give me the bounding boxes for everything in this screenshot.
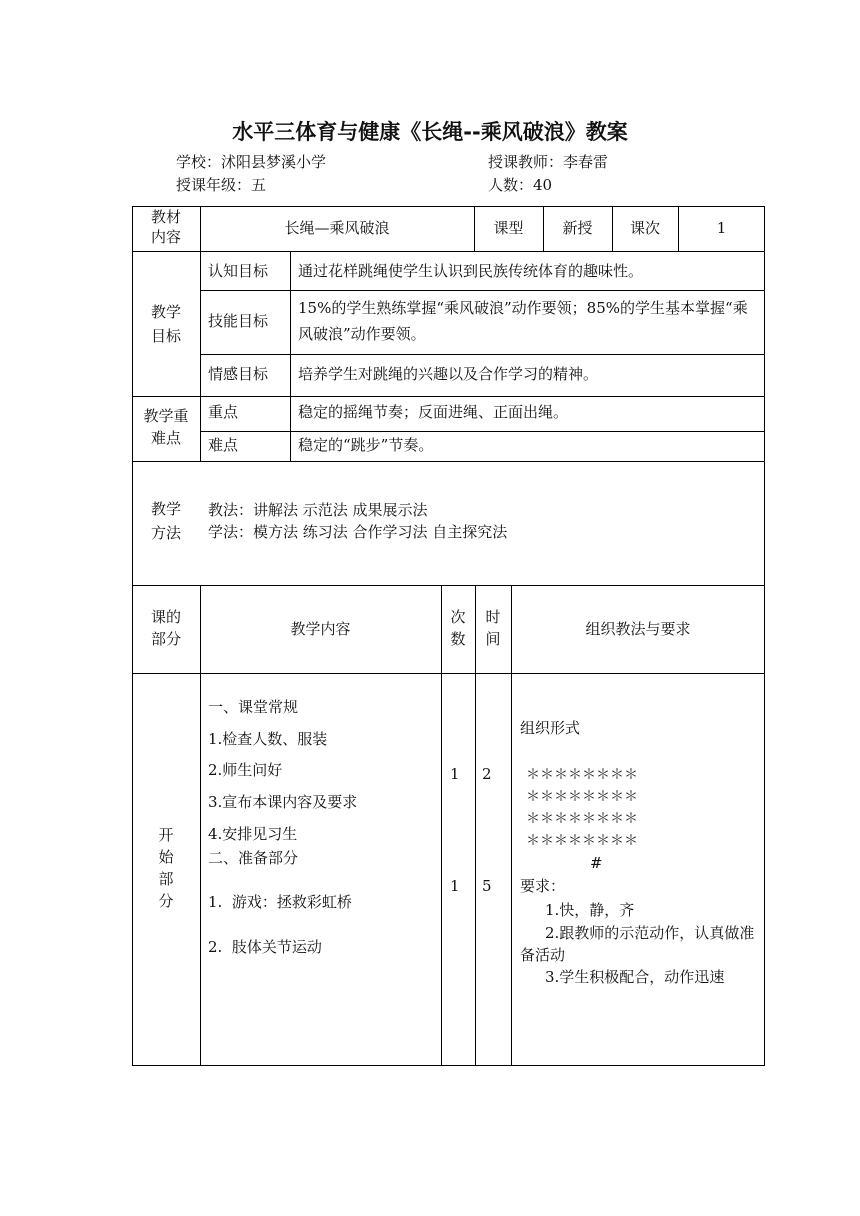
duration-value: 5: [482, 877, 492, 895]
row-divider: [200, 354, 765, 355]
col-divider: [441, 585, 442, 1066]
col-divider: [511, 585, 512, 1066]
material-content: 长绳—乘风破浪: [284, 219, 390, 237]
content-header: 教学内容: [290, 620, 351, 638]
goals-label: 教学 目标: [150, 303, 181, 345]
start-part-label: 开 始 部 分: [158, 826, 174, 910]
page-title: 水平三体育与健康《长绳--乘风破浪》教案: [232, 120, 628, 144]
content-line: 1.检查人数、服装: [208, 730, 328, 748]
goal-name: 认知目标: [208, 262, 269, 280]
content-line: 一、课堂常规: [208, 698, 299, 716]
requirement-item: 1.快，静，齐: [545, 901, 635, 919]
requirement-item: 3.学生积极配合，动作迅速: [545, 968, 725, 986]
content-line: 3.宣布本课内容及要求: [208, 793, 358, 811]
difficulty-name: 难点: [208, 436, 239, 454]
method-label: 教学 方法: [150, 500, 181, 542]
key-name: 重点: [208, 403, 239, 421]
content-line: 2.师生问好: [208, 761, 283, 779]
session-label: 课次: [629, 219, 660, 237]
duration-header: 时 间: [485, 608, 501, 648]
row-divider: [132, 585, 765, 586]
teacher-position-mark: #: [590, 854, 603, 872]
key-label: 教学重 难点: [143, 407, 189, 447]
times-header: 次 数: [450, 608, 466, 648]
count-field: 人数：40: [488, 176, 553, 194]
org-title: 组织形式: [520, 719, 581, 737]
times-value: 1: [450, 877, 460, 895]
goal-name: 情感目标: [208, 365, 269, 383]
teacher-field: 授课教师：李春雷: [488, 153, 609, 171]
part-header: 课的 部分: [150, 608, 181, 648]
col-divider: [475, 585, 476, 1066]
times-value: 1: [450, 765, 460, 783]
row-divider: [132, 461, 765, 462]
content-line: 2. 肢体关节运动: [208, 938, 322, 956]
goal-text: 培养学生对跳绳的兴趣以及合作学习的精神。: [298, 365, 599, 383]
duration-value: 2: [482, 765, 492, 783]
row-divider: [132, 673, 765, 674]
teach-method: 教法：讲解法 示范法 成果展示法: [208, 501, 428, 519]
org-header: 组织教法与要求: [585, 620, 691, 638]
material-label: 教材 内容: [150, 208, 181, 246]
session-value: 1: [716, 219, 727, 237]
requirements-title: 要求：: [520, 877, 566, 895]
school-field: 学校：沭阳县梦溪小学: [176, 153, 327, 171]
row-divider: [132, 251, 765, 252]
grade-field: 授课年级：五: [176, 176, 267, 194]
goal-name: 技能目标: [208, 312, 269, 330]
content-line: 4.安排见习生: [208, 825, 298, 843]
row-divider: [200, 431, 765, 432]
content-line: 二、准备部分: [208, 849, 299, 867]
student-formation: ＊＊＊＊＊＊＊＊ ＊＊＊＊＊＊＊＊ ＊＊＊＊＊＊＊＊ ＊＊＊＊＊＊＊＊: [526, 767, 638, 849]
learn-method: 学法：模方法 练习法 合作学习法 自主探究法: [208, 523, 508, 541]
col-divider: [200, 206, 201, 461]
key-text: 稳定的摇绳节奏；反面进绳、正面出绳。: [298, 403, 569, 421]
row-divider: [200, 290, 765, 291]
requirement-item: 2.跟教师的示范动作，认真做准备活动: [520, 924, 755, 964]
goal-text: 通过花样跳绳使学生认识到民族传统体育的趣味性。: [298, 262, 644, 280]
col-divider: [200, 585, 201, 1066]
type-value: 新授: [562, 219, 593, 237]
type-label: 课型: [493, 219, 524, 237]
col-divider: [290, 251, 291, 461]
goal-text: 15%的学生熟练掌握“乘风破浪”动作要领；85%的学生基本掌握“乘风破浪”动作要领。: [298, 299, 748, 343]
difficulty-text: 稳定的“跳步”节奏。: [298, 436, 434, 454]
row-divider: [132, 396, 765, 397]
content-line: 1. 游戏：拯救彩虹桥: [208, 893, 352, 911]
